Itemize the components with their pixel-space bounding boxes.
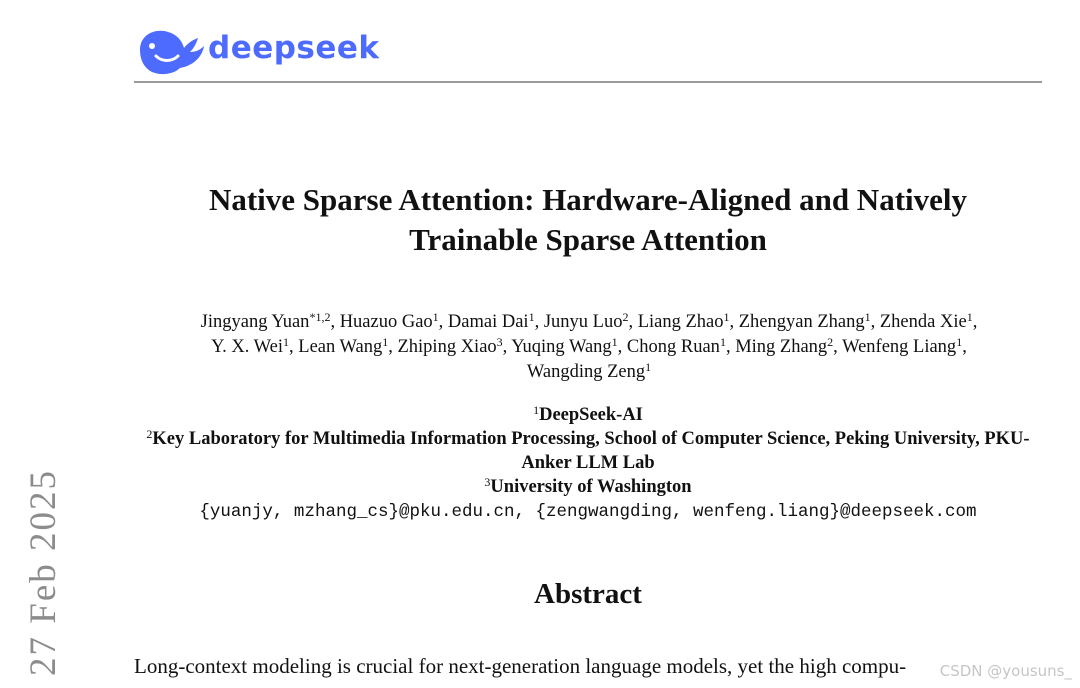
author-name: Lean Wang [298, 337, 383, 357]
affiliation-text: University of Washington [490, 477, 692, 497]
author [880, 312, 977, 332]
author [340, 312, 448, 332]
author-affiliation-marker: 2 [622, 310, 629, 324]
author-name: Ming Zhang [735, 337, 828, 357]
author-name: Junyu Luo [543, 312, 623, 332]
watermark: CSDN @yousuns_ [939, 662, 1072, 680]
author-name: Yuqing Wang [511, 337, 612, 357]
paper-title [134, 180, 1042, 260]
author [842, 337, 967, 357]
author-separator: , [972, 312, 978, 332]
author [527, 362, 651, 382]
author-name: Zhengyan Zhang [738, 312, 865, 332]
author-separator: , [330, 312, 340, 332]
author-affiliation-marker: 1 [719, 335, 726, 349]
author-separator: , [833, 337, 843, 357]
author-name: Huazuo Gao [339, 312, 433, 332]
author-separator: , [388, 337, 398, 357]
affiliation-marker: 1 [533, 403, 540, 417]
author-separator: , [628, 312, 638, 332]
author [201, 312, 340, 332]
author-affiliation-marker: 2 [827, 335, 834, 349]
author-name: Zhenda Xie [879, 312, 967, 332]
title-line-2: Trainable Sparse Attention [409, 222, 767, 257]
author-affiliation-marker: 1 [283, 335, 290, 349]
author [448, 312, 544, 332]
affiliation-text: Key Laboratory for Multimedia Information Processing, School of Computer Science, Peking University, PKU-Anker LLM Lab [152, 429, 1030, 473]
author-name: Wangding Zeng [526, 362, 646, 382]
whale-logo-icon [134, 22, 206, 78]
affiliation-marker: 2 [146, 427, 153, 441]
author-affiliation-marker: 1 [956, 335, 963, 349]
abstract-heading: Abstract [534, 578, 642, 610]
author-affiliation-marker: *1,2 [309, 310, 331, 324]
affiliation-1 [134, 403, 1042, 427]
author-separator: , [729, 312, 739, 332]
author-separator: , [438, 312, 448, 332]
affiliation-2 [134, 427, 1042, 475]
author-separator: , [962, 337, 967, 357]
author-affiliation-marker: 1 [966, 310, 973, 324]
author-affiliation-marker: 1 [645, 360, 652, 374]
author [735, 337, 842, 357]
author-affiliation-marker: 1 [864, 310, 871, 324]
author [511, 337, 627, 357]
author [397, 337, 511, 357]
author-name: Liang Zhao [637, 312, 724, 332]
brand-name: deepseek [208, 30, 380, 66]
author-name: Damai Dai [447, 312, 529, 332]
author-affiliation-marker: 1 [611, 335, 618, 349]
author [739, 312, 880, 332]
author [544, 312, 638, 332]
author [298, 337, 397, 357]
abstract-first-line: Long-context modeling is crucial for next-generation language models, yet the high compu- [134, 654, 907, 678]
author-name: Jingyang Yuan [200, 312, 310, 332]
author [627, 337, 735, 357]
deepseek-logo [134, 22, 380, 78]
author-name: Zhiping Xiao [397, 337, 497, 357]
author-list [128, 310, 1050, 385]
author-affiliation-marker: 1 [432, 310, 439, 324]
author-name: Wenfeng Liang [842, 337, 957, 357]
author-name: Y. X. Wei [211, 337, 284, 357]
header-rule [134, 81, 1042, 83]
author-name: Chong Ruan [626, 337, 720, 357]
author-affiliation-marker: 1 [723, 310, 730, 324]
author-affiliation-marker: 1 [382, 335, 389, 349]
author [638, 312, 739, 332]
author-emails[interactable]: {yuanjy, mzhang_cs}@pku.edu.cn, {zengwangding, wenfeng.liang}@deepseek.com [199, 502, 977, 522]
title-line-1: Native Sparse Attention: Hardware-Aligned and Natively [208, 182, 968, 217]
author-affiliation-marker: 1 [528, 310, 535, 324]
author-separator: , [870, 312, 880, 332]
author-separator: , [502, 337, 512, 357]
affiliation-marker: 3 [484, 475, 491, 489]
arxiv-date-stamp: 27 Feb 2025 [23, 469, 64, 676]
affiliation-3 [134, 475, 1042, 499]
author [211, 337, 298, 357]
author-affiliation-marker: 3 [496, 335, 503, 349]
affiliation-text: DeepSeek-AI [539, 405, 643, 425]
affiliations [134, 403, 1042, 499]
author-separator: , [534, 312, 544, 332]
author-separator: , [617, 337, 627, 357]
author-separator: , [289, 337, 299, 357]
author-separator: , [725, 337, 736, 357]
